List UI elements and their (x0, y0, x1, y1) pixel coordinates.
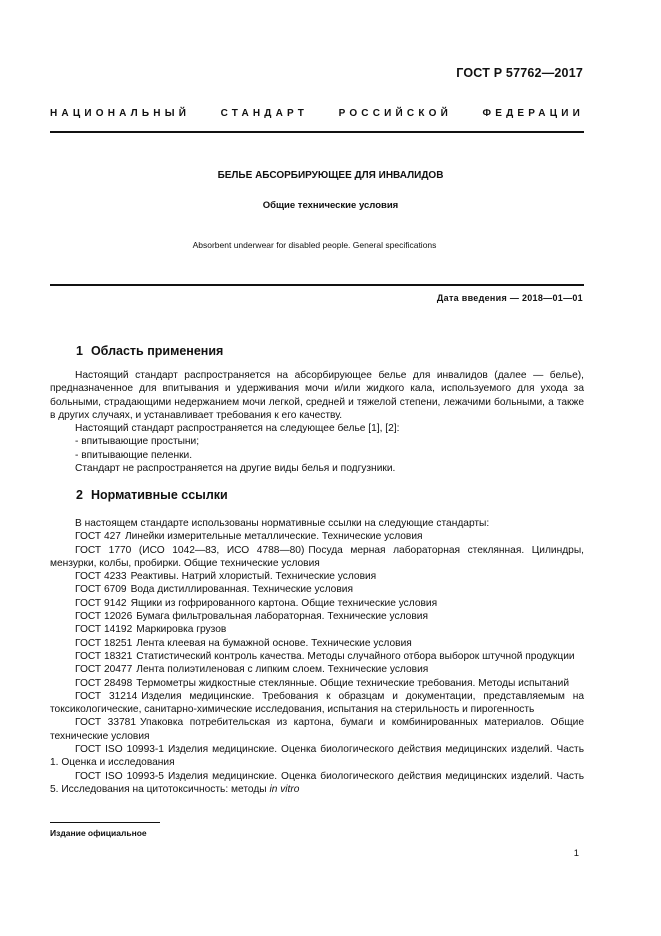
reference-text: Посуда мерная лабораторная стеклянная. Цилиндры, мензурки, колбы, пробирки. Общие технические условия (50, 544, 584, 569)
reference-text: Лента клеевая на бумажной основе. Технические условия (136, 637, 412, 649)
reference-item (50, 583, 584, 596)
reference-code: ГОСТ 1770 (ИСО 1042—83, ИСО 4788—80) (75, 544, 305, 556)
reference-code: ГОСТ 14192 (75, 624, 133, 636)
reference-item (50, 690, 584, 717)
national-standard-banner: НАЦИОНАЛЬНЫЙ СТАНДАРТ РОССИЙСКОЙ ФЕДЕРАЦИИ (50, 108, 584, 119)
page-number: 1 (573, 848, 579, 859)
reference-text: Статистический контроль качества. Методы случайного отбора выборок штучной продукции (136, 650, 575, 662)
reference-code: ГОСТ 6709 (75, 584, 127, 596)
document-title: БЕЛЬЕ АБСОРБИРУЮЩЕЕ ДЛЯ ИНВАЛИДОВ (217, 170, 444, 181)
reference-code: ГОСТ 18321 (75, 650, 133, 662)
reference-item (50, 716, 584, 743)
reference-item (50, 637, 584, 650)
reference-item (50, 610, 584, 623)
list-item: - впитывающие простыни; (75, 436, 200, 448)
english-title: Absorbent underwear for disabled people. General specifications (192, 240, 437, 250)
reference-code: ГОСТ 31214 (75, 690, 138, 702)
introduction-date: Дата введения — 2018—01—01 (436, 293, 583, 303)
reference-code: ГОСТ 28498 (75, 677, 133, 689)
paragraph: Настоящий стандарт распространяется на следующее белье [1], [2]: (75, 423, 400, 435)
reference-code: ГОСТ 9142 (75, 597, 127, 609)
reference-italic-tail: in vitro (269, 783, 300, 795)
reference-code: ГОСТ ISO 10993-1 (75, 744, 164, 756)
reference-text: Линейки измерительные металлические. Технические условия (124, 531, 423, 543)
top-divider (50, 131, 584, 133)
section-2-heading (76, 488, 228, 502)
reference-item (50, 650, 584, 663)
reference-code: ГОСТ 18251 (75, 637, 133, 649)
reference-text: Бумага фильтровальная лабораторная. Технические условия (136, 611, 428, 623)
reference-item (50, 677, 584, 690)
reference-item (50, 570, 584, 583)
reference-code: ГОСТ 33781 (75, 717, 136, 729)
reference-text: Упаковка потребительская из картона, бумаги и комбинированных материалов. Общие технические условия (50, 717, 584, 742)
section-number: 2 (76, 488, 83, 502)
section-title: Нормативные ссылки (90, 488, 228, 502)
reference-code: ГОСТ 4233 (75, 571, 127, 583)
reference-text: Термометры жидкостные стеклянные. Общие технические требования. Методы испытаний (136, 677, 570, 689)
paragraph: В настоящем стандарте использованы нормативные ссылки на следующие стандарты: (75, 518, 490, 529)
reference-item (50, 530, 584, 543)
paragraph: Настоящий стандарт распространяется на абсорбирующее белье для инвалидов (далее — белье), предназначенное для впитывания и удерживания мочи и/или жидкого кала, используемого для ухода за больными, страдающими недержанием мочи легкой, средней и тяжелой степени, лежачими больными, а также в других случаях, и устанавливает требования к его качеству. (50, 370, 584, 421)
reference-item (50, 544, 584, 571)
section-1-heading (76, 344, 223, 358)
paragraph: Стандарт не распространяется на другие виды белья и подгузники. (75, 463, 396, 475)
reference-item (50, 597, 584, 610)
reference-item (50, 770, 584, 797)
reference-item (50, 663, 584, 676)
reference-text: Лента полиэтиленовая с липким слоем. Технические условия (136, 664, 429, 676)
section-title: Область применения (90, 344, 224, 358)
reference-text: Вода дистиллированная. Технические условия (130, 584, 353, 596)
reference-code: ГОСТ 20477 (75, 664, 133, 676)
reference-item (50, 743, 584, 770)
edition-note: Издание официальное (50, 828, 147, 838)
reference-code: ГОСТ ISO 10993-5 (75, 770, 164, 782)
list-item: - впитывающие пеленки. (75, 449, 193, 461)
reference-text: Ящики из гофрированного картона. Общие технические условия (130, 597, 438, 609)
reference-item (50, 623, 584, 636)
footer-divider (50, 822, 160, 823)
reference-text: Изделия медицинские. Требования к образцам и документации, представляемым на токсикологические, санитарно-химические исследования, испытания на стерильность и пирогенность (50, 690, 584, 716)
reference-text: Изделия медицинские. Оценка биологического действия медицинских изделий. Часть 5. Исследования на цитотоксичность: методы (50, 770, 584, 795)
reference-code: ГОСТ 427 (75, 531, 121, 543)
document-code: ГОСТ Р 57762—2017 (456, 66, 583, 80)
reference-text: Маркировка грузов (136, 624, 227, 636)
reference-text: Реактивы. Натрий хлористый. Технические условия (130, 571, 377, 583)
reference-list (50, 530, 584, 796)
middle-divider (50, 284, 584, 286)
reference-text: Изделия медицинские. Оценка биологического действия медицинских изделий. Часть 1. Оценка и исследования (50, 744, 584, 769)
document-subtitle: Общие технические условия (262, 200, 399, 211)
section-number: 1 (76, 344, 83, 358)
section-1-body (50, 369, 584, 475)
section-2-body (50, 517, 584, 796)
reference-code: ГОСТ 12026 (75, 611, 133, 623)
